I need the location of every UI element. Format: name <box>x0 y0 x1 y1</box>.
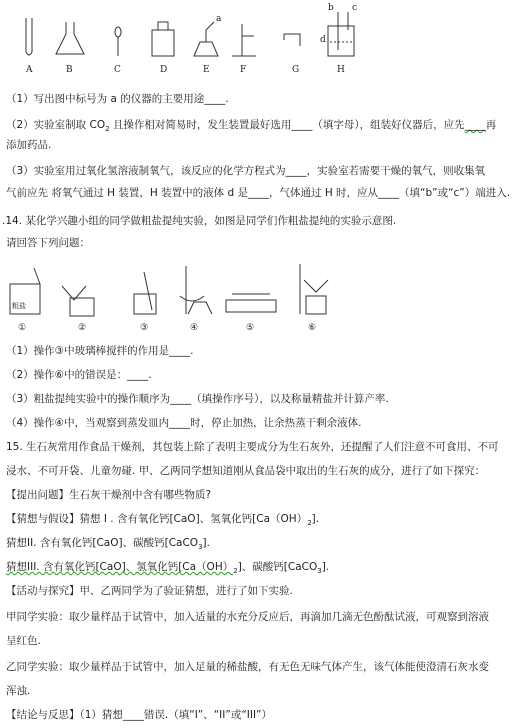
figure-label-a: A <box>26 65 33 75</box>
test-tube-drawing <box>26 18 32 55</box>
q13-part2-continued: 添加药品. <box>6 139 52 151</box>
conical-flask-drawing <box>56 22 84 54</box>
q13-part2-subscript: 2 <box>105 125 110 134</box>
q15-h2-end: ]. <box>202 537 210 549</box>
figure-label-c: C <box>114 65 121 75</box>
q13-part2-text-b: 且操作相对简易时，发生装置最好选用____（填字母），组装好仪器后，应先 <box>109 119 465 131</box>
figure-mark-a: a <box>216 14 222 24</box>
q13-part3-line1: （3）实验室用过氧化氢溶液制氧气，该反应的化学方程式为____，实验室若需要干燥的氧气，则收集氧 <box>6 165 486 177</box>
q13-part2-gap: ____ <box>464 119 486 131</box>
figure-mark-b: b <box>328 3 334 13</box>
q15-h2-subscript: 3 <box>198 543 203 552</box>
q15-yi-line2: 浑浊. <box>6 685 31 697</box>
figure-label-b: B <box>66 65 73 75</box>
q15-h1-text: 【猜想与假设】猜想 I . 含有氧化钙[CaO]、氢氧化钙[Ca（OH） <box>6 513 308 525</box>
step-label-6: ⑥ <box>308 323 317 333</box>
q15-hypothesis-3 <box>6 560 329 578</box>
q15-h3-text: 猜想III. 含有氧化钙[CaO]、氢氧化钙[Ca（OH） <box>6 561 234 573</box>
q14-intro: 请回答下列问题： <box>6 237 90 249</box>
q13-part2-text-c: 再 <box>485 119 497 131</box>
salt-purification-figure <box>0 252 525 342</box>
step-label-1: ① <box>18 323 27 333</box>
q15-hypothesis-1 <box>6 512 319 530</box>
figure-label-d: D <box>160 65 168 75</box>
figure-label-g: G <box>292 65 300 75</box>
figure-label-f: F <box>240 65 247 75</box>
step-label-2: ② <box>78 323 87 333</box>
figure-mark-d: d <box>320 35 326 45</box>
q14-part4: （4）操作④中，当观察到蒸发皿内____时，停止加热，让余热蒸干剩余液体. <box>6 417 362 429</box>
q15-jia-line1: 甲同学实验：取少量样品于试管中，加入适量的水充分反应后，再滴加几滴无色酚酞试液，可观察到溶液 <box>6 611 489 623</box>
q15-h3-subscript-2: 3 <box>317 567 322 576</box>
q14-part1: （1）操作③中玻璃棒搅拌的作用是____. <box>6 345 194 357</box>
q13-part1: （1）写出图中标号为 a 的仪器的主要用途____. <box>6 93 229 105</box>
q15-h3-end: ]. <box>321 561 330 573</box>
salt-bag-label: 粗盐 <box>12 302 26 310</box>
q15-question-heading: 【提出问题】生石灰干燥剂中含有哪些物质? <box>6 489 212 501</box>
q15-activity-heading: 【活动与探究】甲、乙两同学为了验证猜想，进行了如下实验. <box>6 585 293 597</box>
q14-part2: （2）操作⑥中的错误是：____. <box>6 369 152 381</box>
q13-part3-line2: 气前应先 将氧气通过 H 装置，H 装置中的液体 d 是____，气体通过 H 时，应从____（填“b”或“c”）端进入. <box>6 187 511 199</box>
q15-intro-line2: 浸水、不可开袋、儿童勿碰. 甲、乙两同学想知道刚从食品袋中取出的生石灰的成分，进行了如下探究： <box>6 465 486 477</box>
q14-part3: （3）粗盐提纯实验中的操作顺序为____（填操作序号），以及称量精盐并计算产率. <box>6 393 389 405</box>
figure-label-h: H <box>337 65 345 75</box>
q15-yi-line1: 乙同学实验：取少量样品于试管中，加入足量的稀盐酸，有无色无味气体产生，该气体能使澄清石灰水变 <box>6 661 489 673</box>
q15-jia-line2: 呈红色. <box>6 635 41 647</box>
q15-conclusion: 【结论与反思】（1）猜想____错误.（填“I”、“II”或“III”） <box>6 709 272 721</box>
step-label-5: ⑤ <box>246 323 255 333</box>
dropper-bulb-drawing <box>115 27 121 37</box>
q15-h3-mid: ]、碳酸钙[CaCO <box>237 561 318 573</box>
apparatus-figure <box>0 0 525 80</box>
q15-h3-subscript: 2 <box>233 567 238 576</box>
q13-part2-text-a: （2）实验室制取 CO <box>6 119 106 131</box>
q15-hypothesis-2 <box>6 536 210 554</box>
q13-part2 <box>6 118 496 136</box>
figure-label-e: E <box>203 65 210 75</box>
figure-mark-c: c <box>352 3 358 13</box>
q15-intro-line1: 15. 生石灰常用作食品干燥剂，其包装上除了表明主要成分为生石灰外，还提醒了人们注意不可食用、不可 <box>6 441 499 453</box>
step-label-4: ④ <box>190 323 199 333</box>
q14-title: .14. 某化学兴趣小组的同学做粗盐提纯实验，如图是同学们作粗盐提纯的实验示意图. <box>2 215 397 227</box>
step-label-3: ③ <box>140 323 149 333</box>
q15-h1-subscript: 2 <box>307 519 312 528</box>
q15-h2-text: 猜想II. 含有氧化钙[CaO]、碳酸钙[CaCO <box>6 537 199 549</box>
q15-h1-end: ]. <box>311 513 320 525</box>
